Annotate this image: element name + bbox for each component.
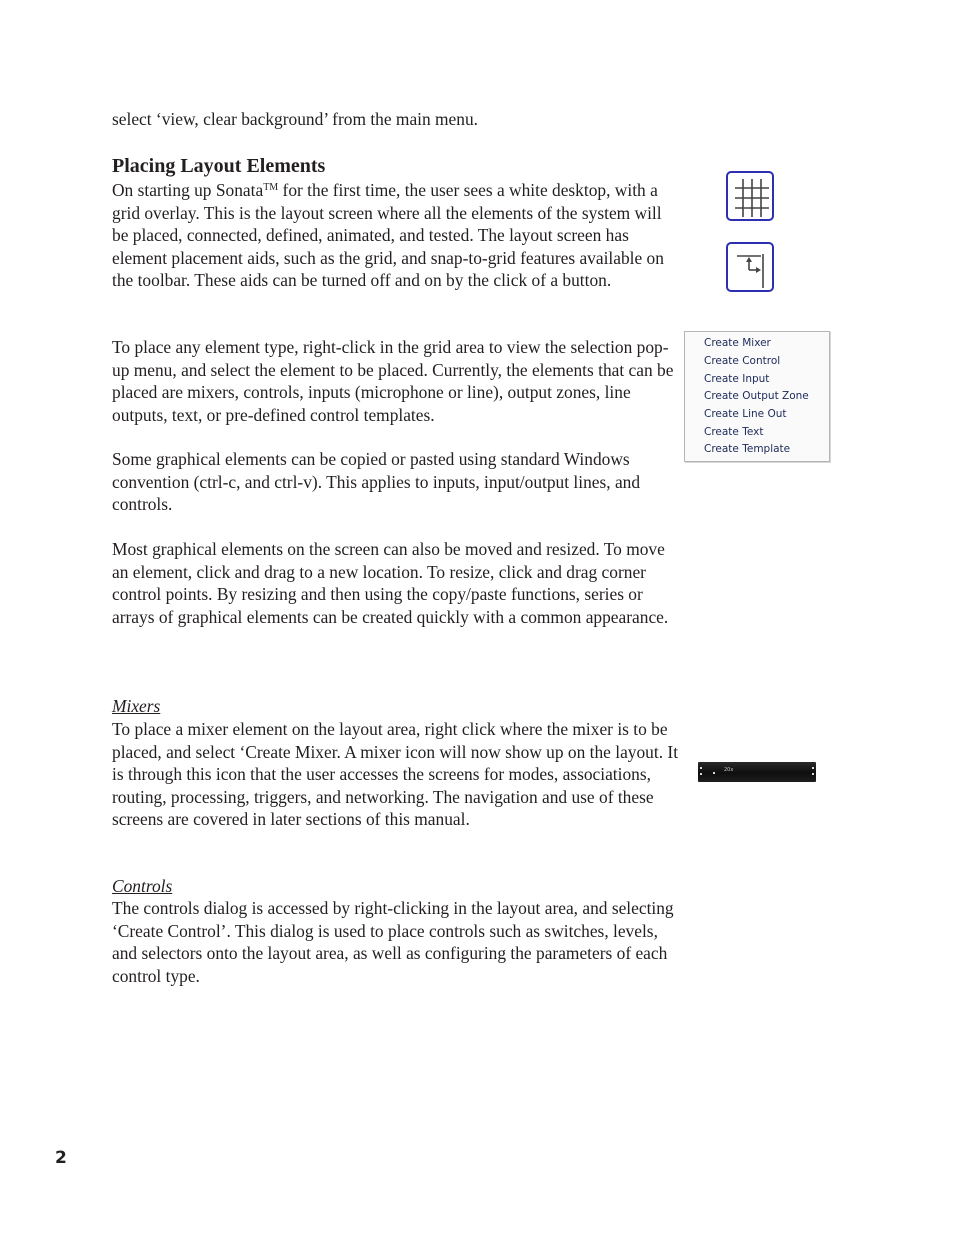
- para1-rest: for the first time, the user sees a white desktop, with a grid overlay. This is the layout screen where all the elements of the system will be placed, connected, defined, animated, and tested. The layout screen has element placement aids, such as the grid, and snap-to-grid features available on the toolbar. These aids can be turned off and on by the click of a button.: [112, 180, 664, 290]
- grid-icon: [728, 173, 776, 223]
- page-number: 2: [55, 1148, 67, 1168]
- menu-item-create-input[interactable]: Create Input: [704, 373, 770, 385]
- mixer-handle-dot: [700, 767, 702, 769]
- placing-paragraph-4: Most graphical elements on the screen can also be moved and resized. To move an element, click and drag to a new location. To resize, click and drag corner control points. By resizing and then using the copy/paste functions, series or arrays of graphical elements can be created quickly with a common appearance.: [112, 539, 669, 627]
- mixer-handle-dot: [700, 773, 702, 775]
- trademark-mark: TM: [263, 182, 279, 193]
- mixers-heading: Mixers: [112, 696, 161, 716]
- snap-to-grid-button[interactable]: [726, 242, 774, 292]
- grid-toggle-button[interactable]: [726, 171, 774, 221]
- menu-item-create-line-out[interactable]: Create Line Out: [704, 408, 787, 420]
- mixer-handle-dot: [812, 767, 814, 769]
- controls-heading: Controls: [112, 876, 173, 896]
- mixer-icon-label: 20x: [724, 767, 734, 773]
- placing-paragraph-2: To place any element type, right-click in the grid area to view the selection pop-up menu, and select the element to be placed. Currently, the elements that can be placed are mixers, controls, inputs (microphone or line), output zones, line outputs, text, or pre-defined control templates.: [112, 337, 674, 425]
- mixers-paragraph: To place a mixer element on the layout area, right click where the mixer is to be placed, and select ‘Create Mixer. A mixer icon will now show up on the layout. It is through this icon that the user accesses the screens for modes, associations, routing, processing, triggers, and networking. The navigation and use of these screens are covered in later sections of this manual.: [112, 719, 679, 829]
- menu-item-create-template[interactable]: Create Template: [704, 443, 791, 455]
- section-heading-placing: Placing Layout Elements: [112, 155, 326, 177]
- mixer-indicator-dot: [713, 772, 715, 774]
- placing-paragraph-1: [112, 179, 680, 292]
- menu-item-create-text[interactable]: Create Text: [704, 426, 764, 438]
- mixer-handle-dot: [812, 773, 814, 775]
- mixer-icon: [698, 762, 816, 782]
- controls-paragraph: The controls dialog is accessed by right-clicking in the layout area, and selecting ‘Create Control’. This dialog is used to place controls such as switches, levels, and selectors onto the layout area, as well as configuring the parameters of each control type.: [112, 898, 674, 986]
- menu-item-create-output-zone[interactable]: Create Output Zone: [704, 390, 809, 402]
- placing-paragraph-3: Some graphical elements can be copied or pasted using standard Windows convention (ctrl-c, and ctrl-v). This applies to inputs, input/output lines, and controls.: [112, 449, 641, 514]
- create-context-menu: [684, 331, 830, 462]
- menu-item-create-control[interactable]: Create Control: [704, 355, 781, 367]
- para1-start: On starting up Sonata: [112, 180, 264, 200]
- menu-item-create-mixer[interactable]: Create Mixer: [704, 337, 771, 349]
- intro-line: select ‘view, clear background’ from the main menu.: [112, 109, 479, 129]
- snap-to-grid-icon: [728, 244, 776, 294]
